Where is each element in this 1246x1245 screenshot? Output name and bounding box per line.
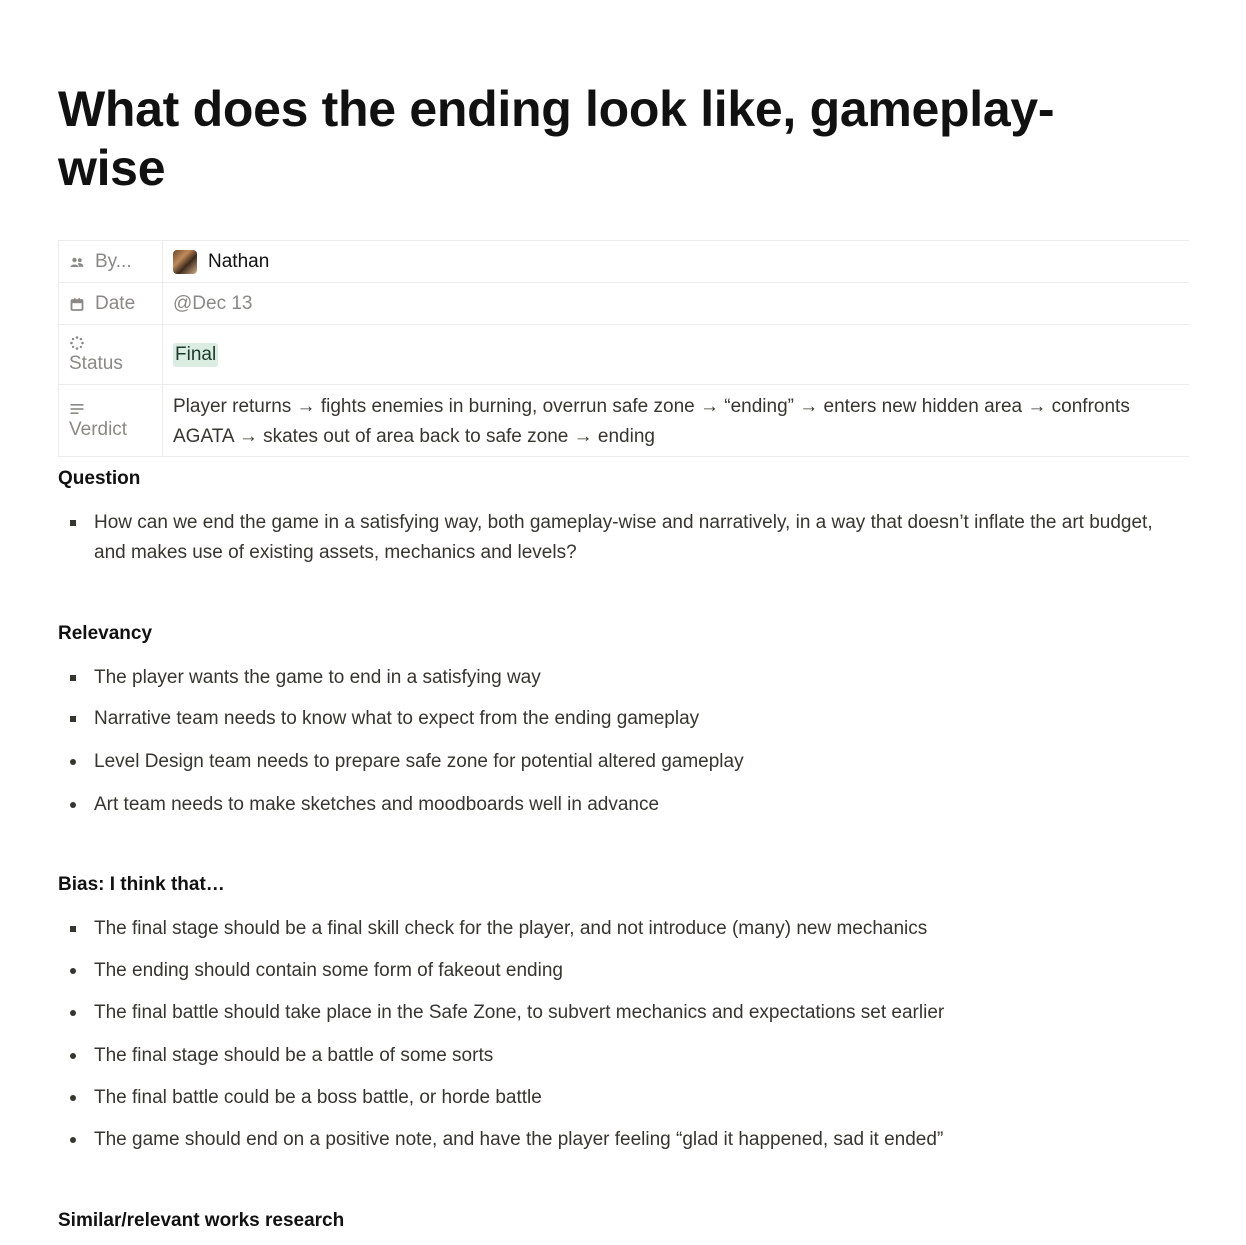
property-label-verdict: Verdict: [69, 418, 128, 440]
list-item-text: The final stage should be a battle of some sorts: [94, 1045, 494, 1066]
property-value-status[interactable]: [163, 325, 1189, 384]
bias-list: [58, 914, 1188, 1167]
dot-bullet-icon: [70, 759, 76, 765]
relevancy-list: [58, 663, 1188, 833]
dot-bullet-icon: [70, 1053, 76, 1059]
list-item-text: The player wants the game to end in a satisfying way: [94, 667, 541, 688]
square-bullet-icon: [70, 716, 76, 722]
page-title[interactable]: What does the ending look like, gameplay-wise: [58, 81, 1055, 196]
list-item-text: Narrative team needs to know what to expect from the ending gameplay: [94, 708, 700, 729]
property-row-date[interactable]: [59, 283, 1189, 325]
dot-bullet-icon: [70, 1095, 76, 1101]
list-item[interactable]: [58, 704, 1188, 747]
property-label-date: Date: [95, 292, 136, 314]
list-item[interactable]: [58, 1083, 1188, 1125]
list-item-text: The ending should contain some form of fakeout ending: [94, 960, 563, 981]
section-heading-bias[interactable]: Bias: I think that…: [58, 874, 225, 895]
section-heading-question[interactable]: Question: [58, 468, 141, 489]
list-item[interactable]: [58, 508, 1188, 568]
square-bullet-icon: [70, 926, 76, 932]
date-mention[interactable]: @Dec 13: [173, 292, 253, 314]
person-name[interactable]: Nathan: [208, 250, 270, 272]
list-item[interactable]: [58, 914, 1188, 956]
list-item-text: The final battle should take place in the Safe Zone, to subvert mechanics and expectations set earlier: [94, 1002, 945, 1023]
dot-bullet-icon: [70, 1137, 76, 1143]
property-label-status: Status: [69, 352, 123, 374]
property-key-verdict[interactable]: [59, 385, 163, 456]
people-icon: [69, 254, 85, 270]
avatar: [173, 250, 197, 274]
properties-table: [58, 240, 1189, 457]
property-label-by: By...: [95, 250, 132, 272]
list-item-text: The game should end on a positive note, and have the player feeling “glad it happened, sad it ended”: [94, 1129, 944, 1150]
list-item-text: The final stage should be a final skill check for the player, and not introduce (many) new mechanics: [94, 918, 928, 939]
property-value-date[interactable]: [163, 283, 1189, 324]
list-item-text: Art team needs to make sketches and moodboards well in advance: [94, 794, 660, 815]
property-value-verdict[interactable]: Player returns → fights enemies in burning, overrun safe zone → “ending” → enters new hidden area → confronts AGATA → skates out of area back to safe zone → ending: [173, 396, 1130, 447]
property-row-verdict[interactable]: [59, 385, 1189, 457]
section-heading-relevancy[interactable]: Relevancy: [58, 623, 153, 644]
square-bullet-icon: [70, 675, 76, 681]
list-item[interactable]: [58, 663, 1188, 704]
list-item-text: Level Design team needs to prepare safe zone for potential altered gameplay: [94, 751, 744, 772]
calendar-icon: [69, 296, 85, 312]
status-badge[interactable]: Final: [175, 343, 217, 365]
list-item[interactable]: [58, 790, 1188, 833]
property-key-by[interactable]: [59, 241, 163, 282]
list-item[interactable]: [58, 998, 1188, 1041]
list-item[interactable]: [58, 956, 1188, 998]
list-item[interactable]: [58, 747, 1188, 790]
question-list: [58, 508, 1188, 568]
property-key-status[interactable]: [59, 325, 163, 384]
list-item-text: The final battle could be a boss battle, or horde battle: [94, 1087, 542, 1108]
dot-bullet-icon: [70, 1010, 76, 1016]
property-row-status[interactable]: [59, 325, 1189, 385]
dot-bullet-icon: [70, 802, 76, 808]
list-item[interactable]: [58, 1125, 1188, 1167]
status-spinner-icon: [69, 335, 85, 351]
property-value-by[interactable]: [163, 241, 1189, 282]
property-row-by[interactable]: [59, 241, 1189, 283]
list-item[interactable]: [58, 1041, 1188, 1083]
list-item-text: How can we end the game in a satisfying way, both gameplay-wise and narratively, in a way that doesn’t inflate the art budget, and makes use of existing assets, mechanics and levels?: [94, 512, 1153, 563]
square-bullet-icon: [70, 520, 76, 526]
section-heading-research[interactable]: Similar/relevant works research: [58, 1210, 345, 1231]
dot-bullet-icon: [70, 968, 76, 974]
text-lines-icon: [69, 401, 85, 417]
property-key-date[interactable]: [59, 283, 163, 324]
